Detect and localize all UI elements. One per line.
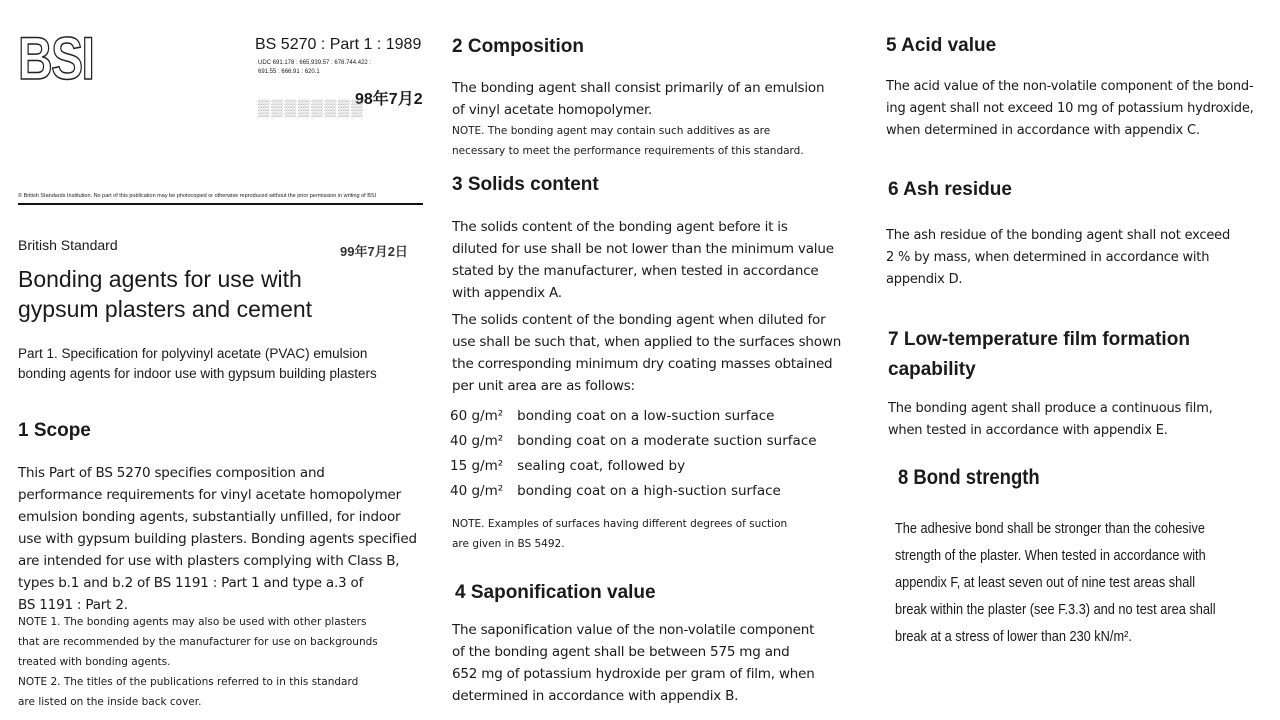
text-line: NOTE. The bonding agent may contain such additives as are [452, 125, 771, 137]
text-line: per unit area are as follows: [452, 378, 635, 394]
title-line: gypsum plasters and cement [18, 296, 313, 322]
text-line: the corresponding minimum dry coating masses obtained [452, 356, 833, 372]
standard-number: BS 5270 : Part 1 : 1989 [255, 36, 422, 53]
bsi-logo: BSI [18, 25, 94, 92]
ash-body [886, 225, 1230, 291]
text-line: The acid value of the non-volatile component of the bond- [886, 79, 1254, 94]
text-line: The solids content of the bonding agent before it is [452, 219, 788, 235]
text-line: with appendix A. [452, 285, 562, 301]
mass-cell: 40 g/m² [450, 482, 504, 499]
table-row [450, 403, 831, 428]
text-line: The ash residue of the bonding agent shall not exceed [886, 228, 1231, 243]
desc-cell: bonding coat on a moderate suction surface [517, 432, 817, 449]
text-line: BS 1191 : Part 2. [18, 597, 128, 613]
page-title [18, 264, 312, 324]
udc-line: UDC 691.178 : 665.939.57 : 678.744.422 : [258, 60, 372, 66]
acid-heading: 5 Acid value [886, 35, 997, 56]
text-line: 652 mg of potassium hydroxide per gram of film, when [452, 666, 815, 682]
saponification-body [452, 619, 815, 707]
text-line: that are recommended by the manufacturer for use on backgrounds [18, 636, 378, 648]
mass-cell: 15 g/m² [450, 457, 504, 474]
text-line: This Part of BS 5270 specifies composition and [18, 465, 325, 481]
text-line: are intended for use with plasters complying with Class B, [18, 553, 400, 569]
faded-stamp: ▒▒▒▒▒▒▒▒ [258, 100, 365, 117]
text-line: of the bonding agent shall be between 575 mg and [452, 644, 790, 660]
received-stamp: 98年7月2 [355, 91, 423, 108]
text-line: appendix D. [886, 272, 963, 287]
text-line: NOTE 1. The bonding agents may also be used with other plasters [18, 616, 367, 628]
text-line: are given in BS 5492. [452, 538, 565, 550]
text-line: treated with bonding agents. [18, 656, 171, 668]
table-row [450, 478, 831, 503]
title-line: Bonding agents for use with [18, 266, 302, 292]
table-row [450, 428, 831, 453]
solids-heading: 3 Solids content [452, 174, 599, 195]
text-line: The bonding agent shall consist primarily of an emulsion [452, 80, 825, 96]
text-line: determined in accordance with appendix B. [452, 688, 739, 704]
text-line: 2 % by mass, when determined in accordance with [886, 250, 1210, 265]
text-line: use with gypsum building plasters. Bonding agents specified [18, 531, 417, 547]
saponification-heading: 4 Saponification value [455, 582, 656, 603]
ash-heading: 6 Ash residue [888, 179, 1012, 200]
text-line: strength of the plaster. When tested in accordance with [895, 548, 1206, 564]
subtitle-line: bonding agents for indoor use with gypsum building plasters [18, 366, 377, 381]
heading-line: capability [888, 359, 976, 380]
text-line: when determined in accordance with appendix C. [886, 123, 1200, 138]
desc-cell: sealing coat, followed by [517, 457, 686, 474]
text-line: of vinyl acetate homopolymer. [452, 102, 653, 118]
divider [18, 203, 423, 205]
bond-heading: 8 Bond strength [898, 466, 1040, 489]
text-line: when tested in accordance with appendix E. [888, 423, 1168, 438]
acid-body [886, 76, 1254, 142]
scope-body [18, 462, 417, 616]
table-row [450, 453, 831, 478]
mass-cell: 40 g/m² [450, 432, 504, 449]
text-line: break within the plaster (see F.3.3) and no test area shall [895, 602, 1216, 618]
text-line: stated by the manufacturer, when tested in accordance [452, 263, 819, 279]
desc-cell: bonding coat on a high-suction surface [517, 482, 781, 499]
composition-heading: 2 Composition [452, 36, 584, 57]
text-line: break at a stress of lower than 230 kN/m². [895, 629, 1132, 645]
subtitle [18, 344, 377, 384]
scope-note-2 [18, 672, 358, 712]
solids-body-2 [452, 309, 841, 397]
scope-note-1 [18, 612, 378, 672]
mass-cell: 60 g/m² [450, 407, 504, 424]
text-line: diluted for use shall be not lower than the minimum value [452, 241, 834, 257]
text-line: NOTE. Examples of surfaces having different degrees of suction [452, 518, 788, 530]
heading-line: 7 Low-temperature film formation [888, 329, 1190, 350]
solids-body-1 [452, 216, 834, 304]
code-stamp: 99年7月2日 [340, 244, 408, 259]
text-line: ing agent shall not exceed 10 mg of potassium hydroxide, [886, 101, 1254, 116]
coating-mass-table [450, 403, 831, 503]
text-line: emulsion bonding agents, substantially unfilled, for indoor [18, 509, 401, 525]
text-line: are listed on the inside back cover. [18, 696, 202, 708]
bond-body [895, 516, 1216, 651]
copyright-notice: © British Standards Institution. No part of this publication may be photocopied or otherwise reproduced without the prior permission in writing of BSI [18, 193, 377, 199]
text-line: NOTE 2. The titles of the publications referred to in this standard [18, 676, 359, 688]
text-line: performance requirements for vinyl acetate homopolymer [18, 487, 402, 503]
desc-cell: bonding coat on a low-suction surface [517, 407, 775, 424]
udc-line: 691.55 : 666.91 : 620.1 [258, 69, 320, 75]
composition-note [452, 121, 804, 161]
text-line: The bonding agent shall produce a continuous film, [888, 401, 1213, 416]
text-line: use shall be such that, when applied to the surfaces shown [452, 334, 842, 350]
subtitle-line: Part 1. Specification for polyvinyl acetate (PVAC) emulsion [18, 346, 368, 361]
text-line: The saponification value of the non-volatile component [452, 622, 815, 638]
solids-note [452, 514, 787, 554]
film-heading [888, 325, 1190, 385]
scope-heading: 1 Scope [18, 420, 91, 441]
text-line: The solids content of the bonding agent when diluted for [452, 312, 826, 328]
film-body [888, 398, 1213, 442]
udc-code [258, 59, 371, 77]
document-type: British Standard [18, 237, 118, 253]
text-line: types b.1 and b.2 of BS 1191 : Part 1 and type a.3 of [18, 575, 364, 591]
text-line: appendix F, at least seven out of nine test areas shall [895, 575, 1196, 591]
composition-body [452, 77, 824, 121]
text-line: The adhesive bond shall be stronger than the cohesive [895, 521, 1205, 537]
text-line: necessary to meet the performance requirements of this standard. [452, 145, 804, 157]
